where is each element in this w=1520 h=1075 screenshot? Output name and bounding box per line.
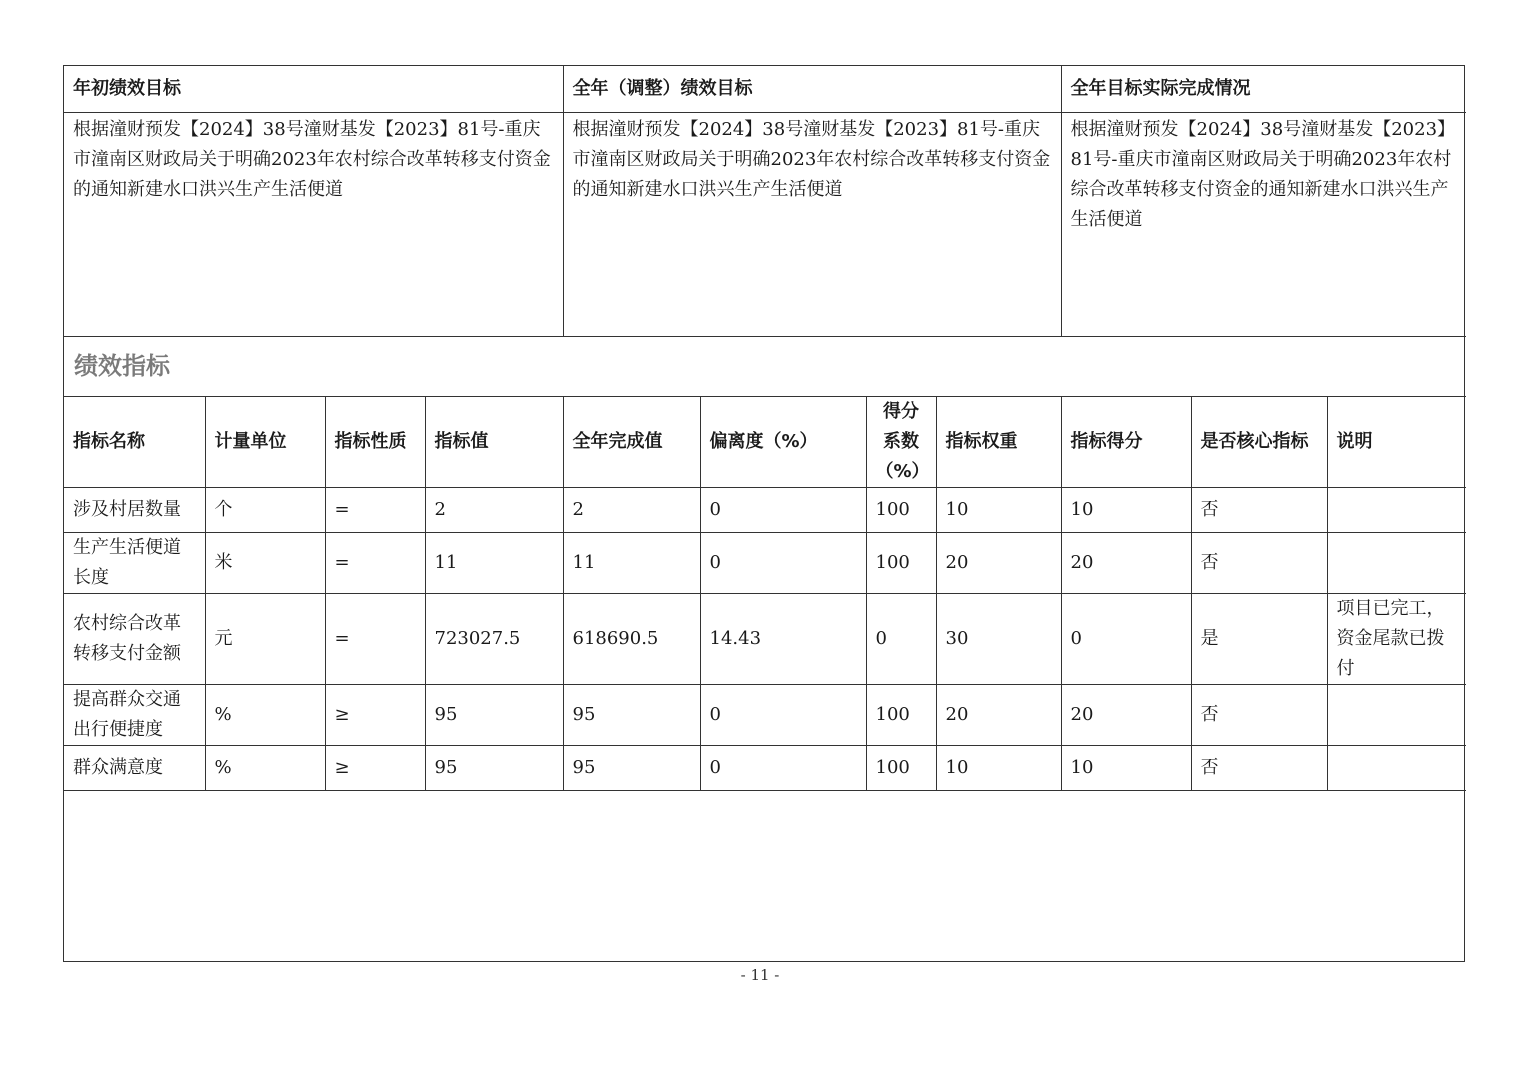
table-row (64, 532, 1466, 593)
cell-nature: ≥ (325, 684, 425, 745)
cell-note (1327, 487, 1466, 532)
cell-core: 否 (1191, 745, 1327, 790)
col-header-name: 指标名称 (64, 396, 205, 487)
cell-weight: 10 (936, 487, 1061, 532)
cell-actual: 95 (563, 745, 700, 790)
blank-row (64, 790, 1466, 967)
cell-core: 否 (1191, 487, 1327, 532)
cell-score: 20 (1061, 532, 1191, 593)
section-title: 绩效指标 (64, 336, 1466, 396)
performance-sheet (63, 65, 1465, 962)
col-header-unit: 计量单位 (205, 396, 325, 487)
col-header-actual: 全年完成值 (563, 396, 700, 487)
table-row (64, 487, 1466, 532)
table-row (64, 745, 1466, 790)
goal-header-initial: 年初绩效目标 (64, 66, 563, 112)
goal-header-row (64, 66, 1466, 112)
cell-actual: 618690.5 (563, 593, 700, 684)
cell-score: 20 (1061, 684, 1191, 745)
performance-table (64, 66, 1466, 967)
cell-actual: 11 (563, 532, 700, 593)
page-number: - 11 - (740, 966, 780, 984)
cell-core: 否 (1191, 684, 1327, 745)
col-header-weight: 指标权重 (936, 396, 1061, 487)
cell-name: 涉及村居数量 (64, 487, 205, 532)
cell-actual: 95 (563, 684, 700, 745)
cell-target: 95 (425, 745, 563, 790)
cell-name: 群众满意度 (64, 745, 205, 790)
cell-unit: 个 (205, 487, 325, 532)
cell-target: 11 (425, 532, 563, 593)
goal-header-adjusted: 全年（调整）绩效目标 (563, 66, 1061, 112)
cell-nature: ≥ (325, 745, 425, 790)
cell-score: 10 (1061, 487, 1191, 532)
cell-name: 农村综合改革转移支付金额 (64, 593, 205, 684)
cell-unit: 元 (205, 593, 325, 684)
table-row (64, 684, 1466, 745)
cell-coefficient: 100 (866, 487, 936, 532)
cell-coefficient: 100 (866, 532, 936, 593)
cell-weight: 20 (936, 532, 1061, 593)
cell-core: 否 (1191, 532, 1327, 593)
cell-unit: % (205, 745, 325, 790)
cell-deviation: 0 (700, 487, 866, 532)
table-row (64, 593, 1466, 684)
cell-target: 95 (425, 684, 563, 745)
blank-area (64, 790, 1466, 967)
cell-weight: 20 (936, 684, 1061, 745)
indicator-header-row (64, 396, 1466, 487)
goal-text-row (64, 112, 1466, 336)
cell-score: 0 (1061, 593, 1191, 684)
col-header-score: 指标得分 (1061, 396, 1191, 487)
cell-nature: = (325, 532, 425, 593)
cell-name: 生产生活便道长度 (64, 532, 205, 593)
cell-note (1327, 745, 1466, 790)
cell-deviation: 0 (700, 532, 866, 593)
cell-actual: 2 (563, 487, 700, 532)
col-header-target: 指标值 (425, 396, 563, 487)
cell-coefficient: 100 (866, 684, 936, 745)
cell-name: 提高群众交通出行便捷度 (64, 684, 205, 745)
cell-note: 项目已完工，资金尾款已拨付 (1327, 593, 1466, 684)
cell-weight: 30 (936, 593, 1061, 684)
section-title-row (64, 336, 1466, 396)
cell-note (1327, 532, 1466, 593)
cell-nature: = (325, 487, 425, 532)
cell-nature: = (325, 593, 425, 684)
col-header-nature: 指标性质 (325, 396, 425, 487)
col-header-deviation: 偏离度（%） (700, 396, 866, 487)
cell-weight: 10 (936, 745, 1061, 790)
cell-unit: % (205, 684, 325, 745)
cell-unit: 米 (205, 532, 325, 593)
goal-text-initial: 根据潼财预发【2024】38号潼财基发【2023】81号-重庆市潼南区财政局关于明确2023年农村综合改革转移支付资金的通知新建水口洪兴生产生活便道 (64, 112, 563, 336)
cell-target: 723027.5 (425, 593, 563, 684)
cell-deviation: 14.43 (700, 593, 866, 684)
cell-deviation: 0 (700, 684, 866, 745)
cell-score: 10 (1061, 745, 1191, 790)
col-header-core: 是否核心指标 (1191, 396, 1327, 487)
cell-core: 是 (1191, 593, 1327, 684)
cell-target: 2 (425, 487, 563, 532)
col-header-coefficient: 得分系数（%） (866, 396, 936, 487)
goal-header-actual: 全年目标实际完成情况 (1061, 66, 1466, 112)
cell-note (1327, 684, 1466, 745)
cell-coefficient: 0 (866, 593, 936, 684)
goal-text-adjusted: 根据潼财预发【2024】38号潼财基发【2023】81号-重庆市潼南区财政局关于明确2023年农村综合改革转移支付资金的通知新建水口洪兴生产生活便道 (563, 112, 1061, 336)
col-header-note: 说明 (1327, 396, 1466, 487)
cell-coefficient: 100 (866, 745, 936, 790)
goal-text-actual: 根据潼财预发【2024】38号潼财基发【2023】81号-重庆市潼南区财政局关于明确2023年农村综合改革转移支付资金的通知新建水口洪兴生产生活便道 (1061, 112, 1466, 336)
cell-deviation: 0 (700, 745, 866, 790)
